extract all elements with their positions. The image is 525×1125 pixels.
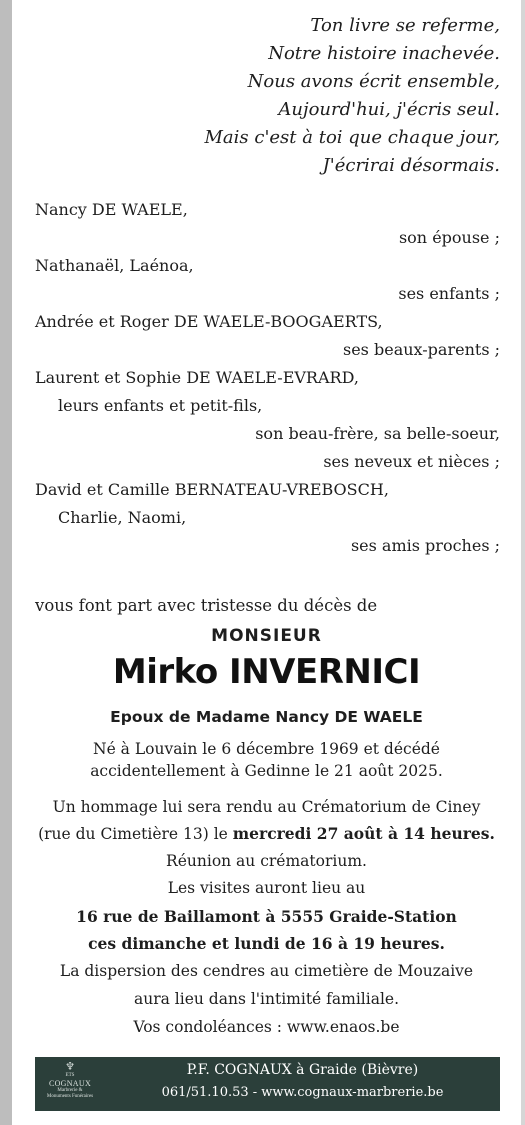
poem-line: Nous avons écrit ensemble, bbox=[247, 71, 500, 92]
dispersion-line: aura lieu dans l'intimité familiale. bbox=[134, 990, 399, 1008]
friends-children: Charlie, Naomi, bbox=[58, 508, 187, 527]
condolences-line: Vos condoléances : www.enaos.be bbox=[133, 1018, 400, 1036]
parents-in-law-role: ses beaux-parents ; bbox=[343, 340, 500, 359]
dispersion-line: La dispersion des cendres au cimetière de Mouzaive bbox=[59, 962, 474, 980]
birth-death-line: Né à Louvain le 6 décembre 1969 et décédé bbox=[93, 740, 440, 758]
poem-line: Mais c'est à toi que chaque jour, bbox=[204, 127, 500, 148]
parents-in-law-names: Andrée et Roger DE WAELE-BOOGAERTS, bbox=[35, 312, 383, 331]
funeral-home-logo bbox=[41, 1061, 99, 1107]
nephews-role: ses neveux et nièces ; bbox=[323, 452, 500, 471]
flame-icon: ♆ bbox=[65, 1061, 75, 1073]
children-names: Nathanaël, Laénoa, bbox=[35, 256, 194, 275]
funeral-home-contact[interactable]: 061/51.10.53 - www.cognaux-marbrerie.be bbox=[161, 1085, 444, 1100]
reunion-line: Réunion au crématorium. bbox=[166, 852, 367, 870]
funeral-home-banner bbox=[35, 1057, 500, 1111]
visits-address: 16 rue de Baillamont à 5555 Graide-Station bbox=[76, 907, 457, 926]
poem-line: J'écrirai désormais. bbox=[322, 155, 500, 176]
visits-dates: ces dimanche et lundi de 16 à 19 heures. bbox=[88, 934, 445, 953]
visits-intro: Les visites auront lieu au bbox=[167, 879, 366, 897]
funeral-home-name: P.F. COGNAUX à Graide (Bièvre) bbox=[186, 1062, 419, 1078]
honorific-title: MONSIEUR bbox=[211, 626, 322, 646]
siblings-in-law-role: son beau-frère, sa belle-soeur, bbox=[255, 424, 500, 443]
logo-brand: COGNAUX bbox=[48, 1079, 92, 1088]
friends-names: David et Camille BERNATEAU-VREBOSCH, bbox=[35, 480, 389, 499]
poem-line: Aujourd'hui, j'écris seul. bbox=[278, 99, 500, 120]
ceremony-place: (rue du Cimetière 13) le bbox=[38, 825, 233, 843]
deceased-name: Mirko INVERNICI bbox=[112, 652, 421, 692]
wife-name: Nancy DE WAELE, bbox=[35, 200, 188, 219]
left-border-bar bbox=[0, 0, 12, 1125]
siblings-in-law-names: Laurent et Sophie DE WAELE-EVRARD, bbox=[35, 368, 359, 387]
friends-role: ses amis proches ; bbox=[350, 536, 500, 555]
siblings-in-law-children: leurs enfants et petit-fils, bbox=[58, 396, 263, 415]
ceremony-line: Un hommage lui sera rendu au Crématorium de Ciney bbox=[52, 798, 481, 816]
announcement-intro: vous font part avec tristesse du décès de bbox=[35, 596, 378, 615]
right-border-bar bbox=[521, 0, 525, 1125]
birth-death-line: accidentellement à Gedinne le 21 août 2025. bbox=[90, 762, 443, 780]
logo-subtitle: Monuments Funéraires bbox=[46, 1094, 94, 1099]
poem-line: Ton livre se referme, bbox=[310, 15, 500, 36]
wife-role: son épouse ; bbox=[398, 228, 500, 247]
spouse-line: Epoux de Madame Nancy DE WAELE bbox=[110, 708, 423, 726]
logo-small-text: ETS bbox=[65, 1073, 75, 1078]
children-role: ses enfants ; bbox=[398, 284, 500, 303]
poem-line: Notre histoire inachevée. bbox=[268, 43, 500, 64]
ceremony-datetime: mercredi 27 août à 14 heures. bbox=[232, 824, 495, 843]
poem bbox=[205, 12, 501, 180]
ceremony-date-line bbox=[12, 824, 521, 843]
logo-subtitle: Marbrerie & bbox=[57, 1088, 83, 1093]
